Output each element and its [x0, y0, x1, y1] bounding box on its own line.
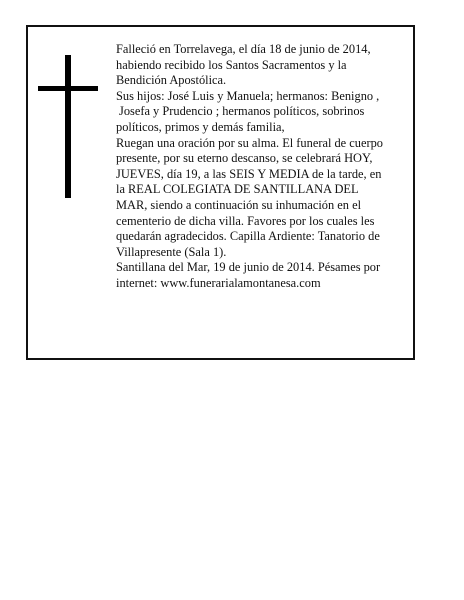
notice-line: Ruegan una oración por su alma. El funeral de cuerpo — [116, 135, 383, 150]
notice-line: cementerio de dicha villa. Favores por los cuales les — [116, 213, 375, 228]
latin-cross-icon — [38, 55, 98, 200]
notice-line: Falleció en Torrelavega, el día 18 de junio de 2014, — [116, 42, 371, 56]
notice-line: Bendición Apostólica. — [116, 73, 227, 88]
obituary-notice-box — [26, 25, 415, 360]
obituary-text — [116, 42, 412, 292]
notice-line: Josefa y Prudencio ; hermanos políticos, sobrinos — [119, 104, 365, 119]
cross-vertical-bar — [65, 55, 71, 198]
notice-line: políticos, primos y demás familia, — [116, 119, 285, 134]
notice-line: Villapresente (Sala 1). — [116, 244, 227, 259]
notice-line: habiendo recibido los Santos Sacramentos y la — [116, 57, 347, 72]
notice-line: la REAL COLEGIATA DE SANTILLANA DEL — [116, 182, 359, 197]
notice-line: MAR, siendo a continuación su inhumación en el — [116, 197, 362, 212]
notice-line: internet: www.funerarialamontanesa.com — [116, 275, 321, 290]
notice-line: JUEVES, día 19, a las SEIS Y MEDIA de la tarde, en — [116, 166, 382, 181]
notice-line: presente, por su eterno descanso, se celebrará HOY, — [116, 151, 373, 166]
notice-line: quedarán agradecidos. Capilla Ardiente: Tanatorio de — [116, 229, 380, 244]
notice-line: Sus hijos: José Luis y Manuela; hermanos: Benigno , — [116, 88, 380, 103]
notice-line: Santillana del Mar, 19 de junio de 2014. Pésames por — [116, 260, 381, 275]
cross-horizontal-bar — [38, 86, 98, 91]
